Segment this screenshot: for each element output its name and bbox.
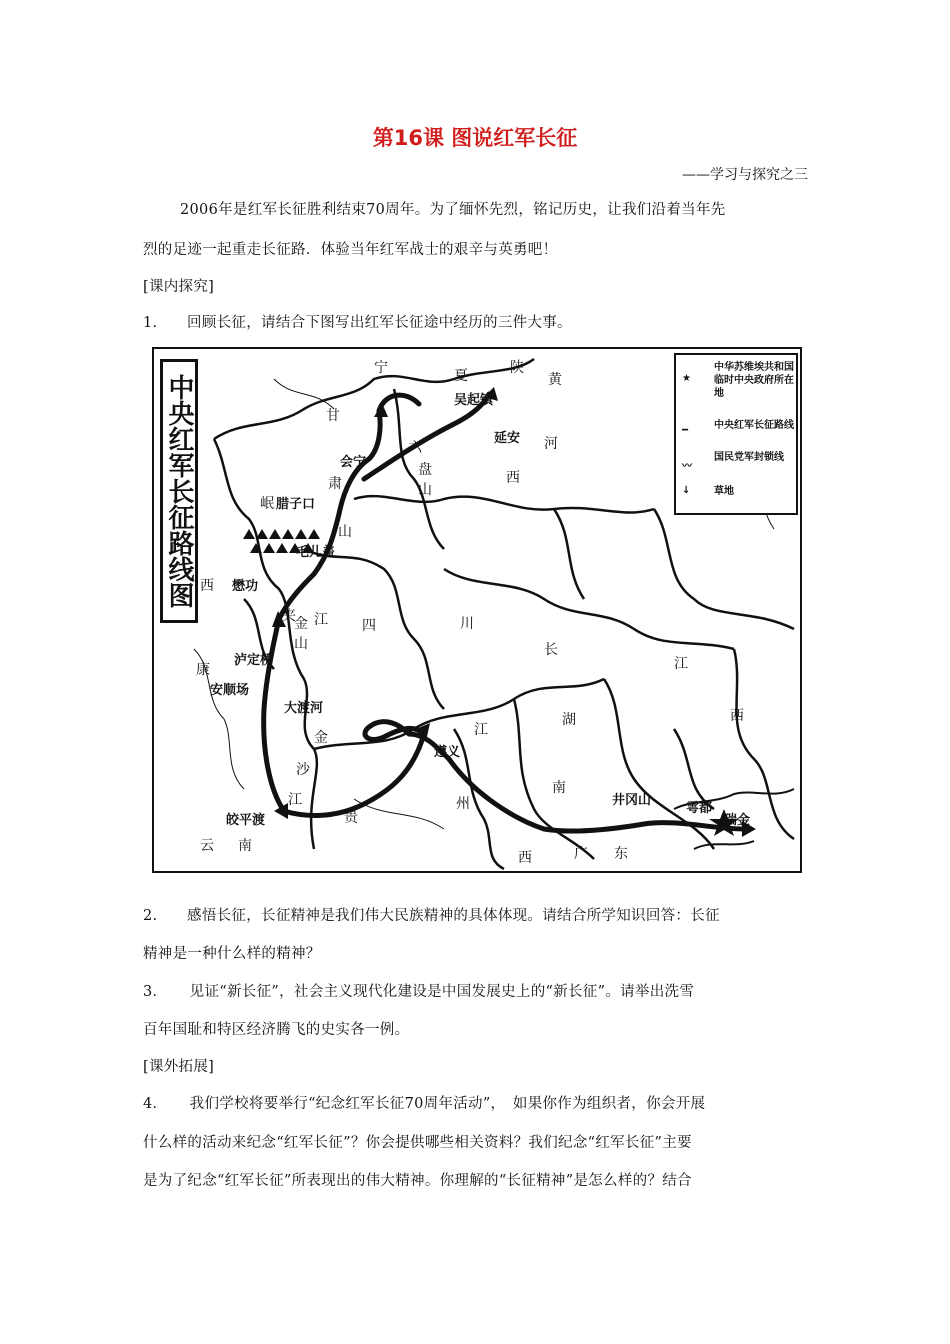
legend-label-blockade: 国民党军封锁线 [714, 452, 784, 463]
intro-line-1: 2006年是红军长征胜利结束70周年。为了缅怀先烈，铭记历史，让我们沿着当年先 [180, 202, 726, 218]
region-su: 肃 [328, 476, 342, 492]
question-3-line-1: 3． 见证“新长征”，社会主义现代化建设是中国发展史上的“新长征”。请举出洗雪 [143, 984, 695, 1000]
region-guang: 广 [574, 846, 588, 862]
region-jin2: 金 [294, 616, 308, 632]
place-anshunchang: 安顺场 [210, 683, 250, 698]
region-kang: 康 [196, 662, 210, 678]
region-nan: 南 [552, 780, 566, 796]
region-ning: 宁 [374, 360, 388, 376]
place-ruijin: 瑞金 [724, 813, 751, 828]
region-hu: 湖 [562, 712, 576, 728]
region-jiang2: 江 [474, 722, 488, 738]
region-shan: 陕 [510, 360, 524, 376]
question-4-line-3: 是为了纪念“红军长征”所表现出的伟大精神。你理解的“长征精神”是怎么样的？结合 [143, 1173, 692, 1189]
region-chuan: 川 [460, 616, 474, 632]
place-lazikou: 腊子口 [276, 497, 316, 512]
region-yun: 云 [200, 838, 214, 854]
region-pan: 盘 [418, 462, 432, 478]
region-xia: 夏 [454, 368, 468, 384]
region-shan3: 山 [338, 524, 352, 540]
place-maogong: 懋功 [232, 579, 259, 594]
question-2-line-2: 精神是一种什么样的精神？ [143, 946, 321, 962]
region-jia: 夹 [282, 608, 296, 624]
legend-label-route: 中央红军长征路线 [714, 420, 794, 431]
map-legend [674, 353, 798, 515]
region-chang: 长 [544, 642, 558, 658]
section-heading-in-class: [课内探究] [143, 279, 215, 295]
place-zunyi: 遵义 [434, 745, 461, 760]
route-line-icon: ━ [682, 425, 689, 436]
map-title: 中央红军长征路线图 [160, 359, 198, 623]
question-1: 1. 回顾长征，请结合下图写出红军长征途中经历的三件大事。 [143, 315, 572, 331]
region-gan: 甘 [326, 408, 340, 424]
region-liu: 六 [408, 440, 422, 456]
grassland-arrow-icon: ↓ [682, 485, 691, 496]
legend-label-grassland: 草地 [714, 486, 734, 497]
place-jiaopingdu: 皎平渡 [226, 813, 266, 828]
region-jiang3: 江 [674, 656, 688, 672]
legend-label-government: 中华苏维埃共和国临时中央政府所在地 [714, 362, 794, 399]
region-xi2: 西 [200, 578, 214, 594]
place-ludingqiao: 泸定桥 [234, 653, 274, 668]
place-jinggangshan: 井冈山 [612, 793, 652, 808]
region-shan4: 山 [294, 636, 308, 652]
region-si: 四 [362, 618, 376, 634]
question-4-line-1: 4． 我们学校将要举行“纪念红军长征70周年活动”， 如果你作为组织者，你会开展 [143, 1096, 706, 1112]
question-3-line-2: 百年国耻和特区经济腾飞的史实各一例。 [143, 1022, 410, 1038]
region-shan2: 山 [418, 482, 432, 498]
question-4-line-2: 什么样的活动来纪念“红军长征”？你会提供哪些相关资料？我们纪念“红军长征”主要 [143, 1135, 692, 1151]
place-huining: 会宁 [340, 455, 367, 470]
region-he: 河 [544, 436, 558, 452]
intro-line-2: 烈的足迹一起重走长征路．体验当年红军战士的艰辛与英勇吧！ [143, 242, 558, 258]
place-yudu: 雩都 [686, 801, 713, 816]
long-march-map [152, 347, 802, 873]
question-2-line-1: 2. 感悟长征，长征精神是我们伟大民族精神的具体体现。请结合所学知识回答：长征 [143, 908, 720, 924]
region-min: 岷 [260, 496, 274, 512]
region-jin: 金 [314, 730, 328, 746]
section-heading-extension: [课外拓展] [143, 1059, 215, 1075]
region-jiang4: 江 [288, 792, 302, 808]
place-yanan: 延安 [494, 431, 521, 446]
blockade-line-icon: 〰 [682, 461, 692, 472]
region-sha: 沙 [296, 762, 310, 778]
region-huang: 黄 [548, 372, 562, 388]
region-zhou: 州 [456, 796, 470, 812]
region-jiang: 江 [314, 612, 328, 628]
page-title: 第16课 图说红军长征 [372, 126, 578, 150]
star-icon: ★ [682, 373, 691, 384]
region-gui: 贵 [344, 810, 358, 826]
subtitle: ——学习与探究之三 [682, 167, 808, 183]
region-xi: 西 [506, 470, 520, 486]
region-xi4: 西 [518, 850, 532, 866]
place-wuqizhen: 吴起镇 [454, 393, 494, 408]
place-daduhe: 大渡河 [284, 701, 324, 716]
region-dong: 东 [614, 846, 628, 862]
region-nan2: 南 [238, 838, 252, 854]
region-xi3: 西 [730, 708, 744, 724]
place-maoergai: 毛儿盖 [296, 545, 336, 560]
